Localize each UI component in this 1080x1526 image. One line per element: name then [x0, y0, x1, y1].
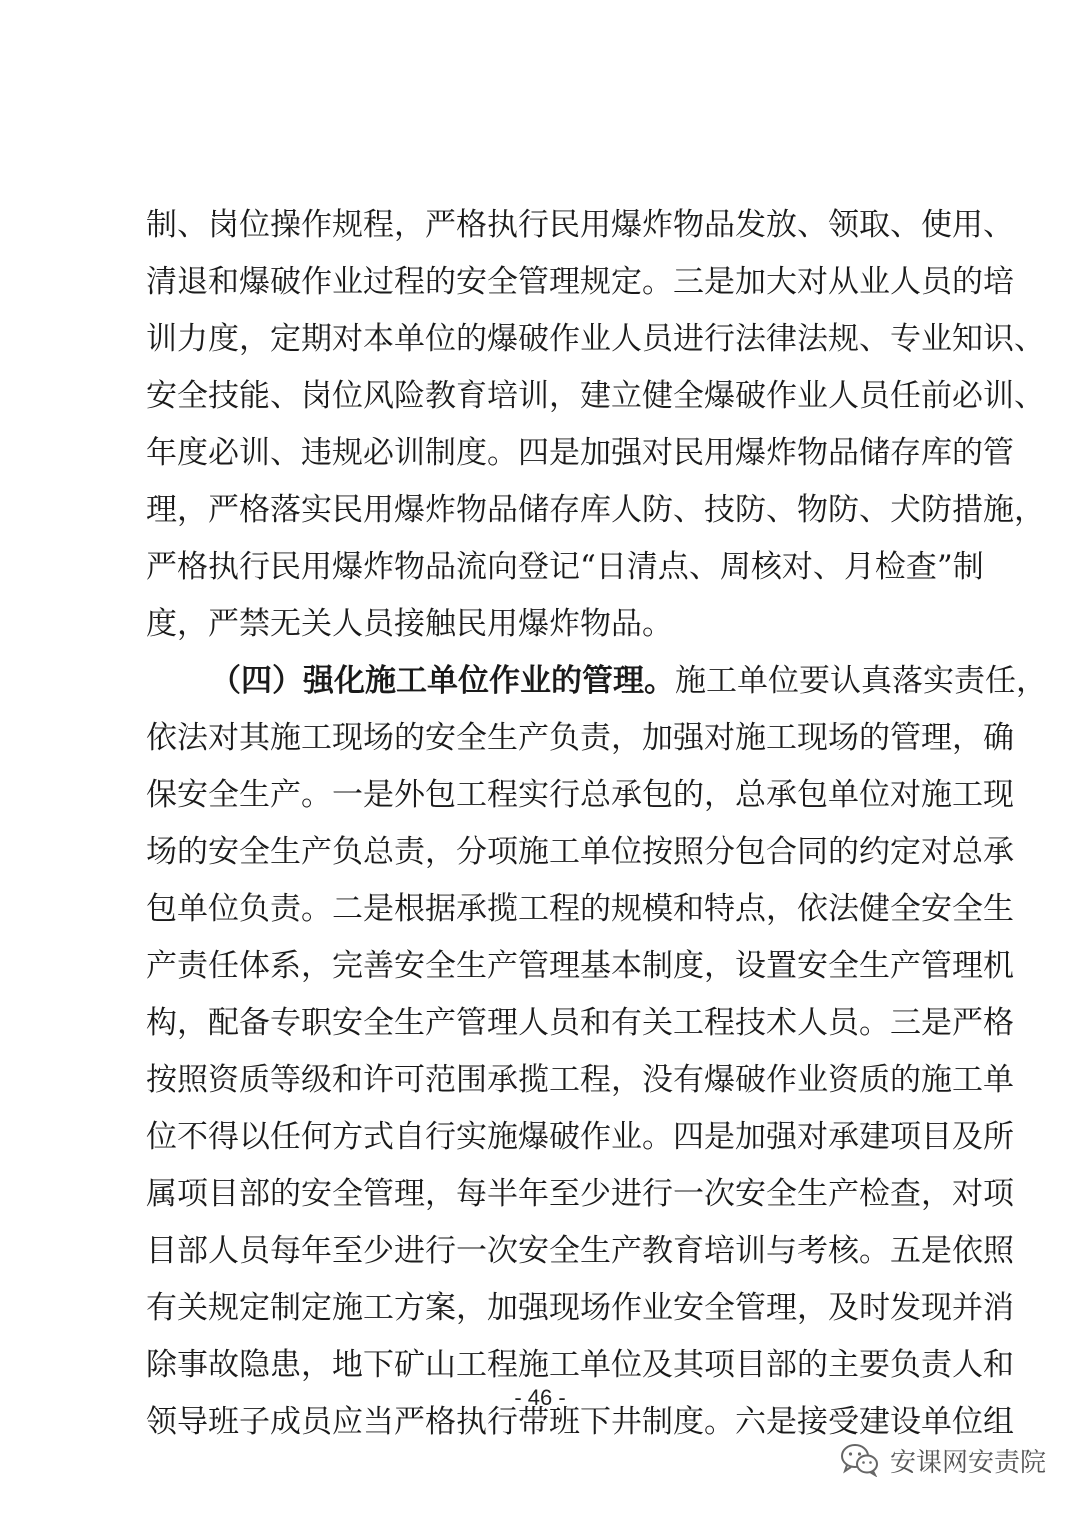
text-line: 清退和爆破作业过程的安全管理规定。三是加大对从业人员的培	[146, 264, 1014, 300]
text-line: 属项目部的安全管理，每半年至少进行一次安全生产检查，对项	[146, 1176, 1014, 1212]
text-line: 安全技能、岗位风险教育培训，建立健全爆破作业人员任前必训、	[146, 378, 1045, 414]
text-line: 领导班子成员应当严格执行带班下井制度。六是接受建设单位组	[146, 1404, 1014, 1440]
text-line: 理，严格落实民用爆炸物品储存库人防、技防、物防、犬防措施，	[146, 492, 1045, 528]
text-line: 有关规定制定施工方案，加强现场作业安全管理，及时发现并消	[146, 1290, 1014, 1326]
text-line: 保安全生产。一是外包工程实行总承包的，总承包单位对施工现	[146, 777, 1014, 813]
text-line: 按照资质等级和许可范围承揽工程，没有爆破作业资质的施工单	[146, 1062, 1014, 1098]
text-line: 位不得以任何方式自行实施爆破作业。四是加强对承建项目及所	[146, 1119, 1014, 1155]
text-line: 训力度，定期对本单位的爆破作业人员进行法律法规、专业知识、	[146, 321, 1045, 357]
section-first-line	[210, 661, 1047, 701]
text-line: 目部人员每年至少进行一次安全生产教育培训与考核。五是依照	[146, 1233, 1014, 1269]
section-first-line-text: 施工单位要认真落实责任，	[675, 663, 1047, 699]
wechat-icon	[840, 1443, 880, 1477]
section-heading: （四）强化施工单位作业的管理。	[210, 663, 675, 699]
text-line: 包单位负责。二是根据承揽工程的规模和特点，依法健全安全生	[146, 891, 1014, 927]
text-line: 制、岗位操作规程，严格执行民用爆炸物品发放、领取、使用、	[146, 207, 1014, 243]
watermark-text: 安课网安责院	[889, 1447, 1046, 1478]
text-line: 度，严禁无关人员接触民用爆炸物品。	[146, 606, 673, 642]
text-line: 场的安全生产负总责，分项施工单位按照分包合同的约定对总承	[146, 834, 1014, 870]
text-line: 构，配备专职安全生产管理人员和有关工程技术人员。三是严格	[146, 1005, 1014, 1041]
text-line: 除事故隐患，地下矿山工程施工单位及其项目部的主要负责人和	[146, 1347, 1014, 1383]
text-line: 产责任体系，完善安全生产管理基本制度，设置安全生产管理机	[146, 948, 1014, 984]
text-line: 依法对其施工现场的安全生产负责，加强对施工现场的管理，确	[146, 720, 1014, 756]
watermark	[840, 1436, 1046, 1484]
page-number: - 46 -	[514, 1385, 566, 1410]
text-line: 严格执行民用爆炸物品流向登记“日清点、周核对、月检查”制	[146, 549, 984, 585]
text-line: 年度必训、违规必训制度。四是加强对民用爆炸物品储存库的管	[146, 435, 1014, 471]
